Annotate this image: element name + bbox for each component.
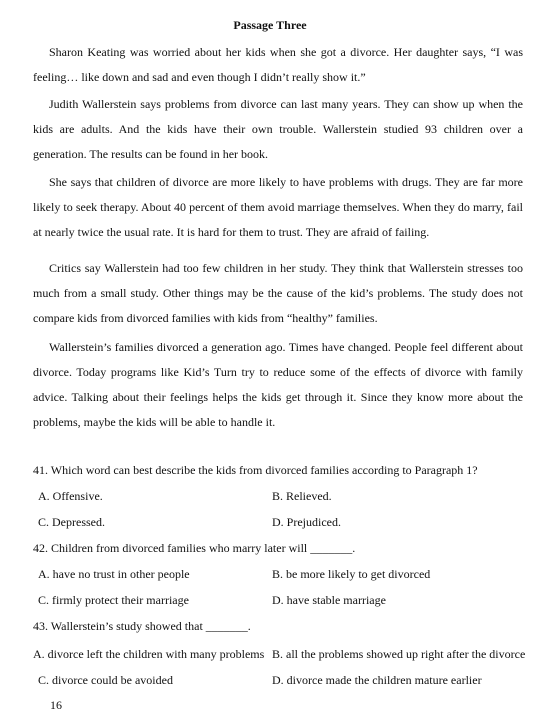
q43-option-a[interactable]: A. divorce left the children with many problems <box>33 647 265 661</box>
q43-option-b[interactable]: B. all the problems showed up right after the divorce <box>272 647 526 661</box>
q43-option-d[interactable]: D. divorce made the children mature earlier <box>272 673 482 687</box>
paragraph-5: Wallerstein’s families divorced a generation ago. Times have changed. People feel different about divorce. Today programs like Kid’s Turn try to reduce some of the effects of divorce with family advice. Talking about their feelings helps the kids get through it. Since they know more about the problems, maybe the kids will be able to handle it. <box>33 340 523 429</box>
q41-option-b[interactable]: B. Relieved. <box>272 489 332 503</box>
question-42-stem: 42. Children from divorced families who marry later will _______. <box>33 541 356 555</box>
passage-title: Passage Three <box>233 18 307 32</box>
paragraph-2: Judith Wallerstein says problems from divorce can last many years. They can show up when the kids are adults. And the kids have their own trouble. Wallerstein studied 93 children over a generation. The results can be found in her book. <box>33 97 523 161</box>
question-41-stem: 41. Which word can best describe the kids from divorced families according to Paragraph 1? <box>33 463 478 477</box>
q42-option-d[interactable]: D. have stable marriage <box>272 593 386 607</box>
q41-option-c[interactable]: C. Depressed. <box>38 515 105 529</box>
q42-option-c[interactable]: C. firmly protect their marriage <box>38 593 189 607</box>
question-43-stem: 43. Wallerstein’s study showed that _______. <box>33 619 251 633</box>
paragraph-1: Sharon Keating was worried about her kids when she got a divorce. Her daughter says, “I was feeling… like down and sad and even though I didn’t really show it.” <box>33 45 523 84</box>
paragraph-3: She says that children of divorce are more likely to have problems with drugs. They are far more likely to seek therapy. About 40 percent of them avoid marriage themselves. When they do marry, fail at nearly twice the usual rate. It is hard for them to trust. They are afraid of failing. <box>33 175 523 239</box>
q41-option-d[interactable]: D. Prejudiced. <box>272 515 341 529</box>
q43-option-c[interactable]: C. divorce could be avoided <box>38 673 173 687</box>
q42-option-b[interactable]: B. be more likely to get divorced <box>272 567 431 581</box>
page-number: 16 <box>50 698 62 712</box>
paragraph-4: Critics say Wallerstein had too few children in her study. They think that Wallerstein stresses too much from a small study. Other things may be the cause of the kid’s problems. The study does not compare kids from divorced families with kids from “healthy” families. <box>33 261 523 325</box>
q42-option-a[interactable]: A. have no trust in other people <box>38 567 190 581</box>
q41-option-a[interactable]: A. Offensive. <box>38 489 103 503</box>
